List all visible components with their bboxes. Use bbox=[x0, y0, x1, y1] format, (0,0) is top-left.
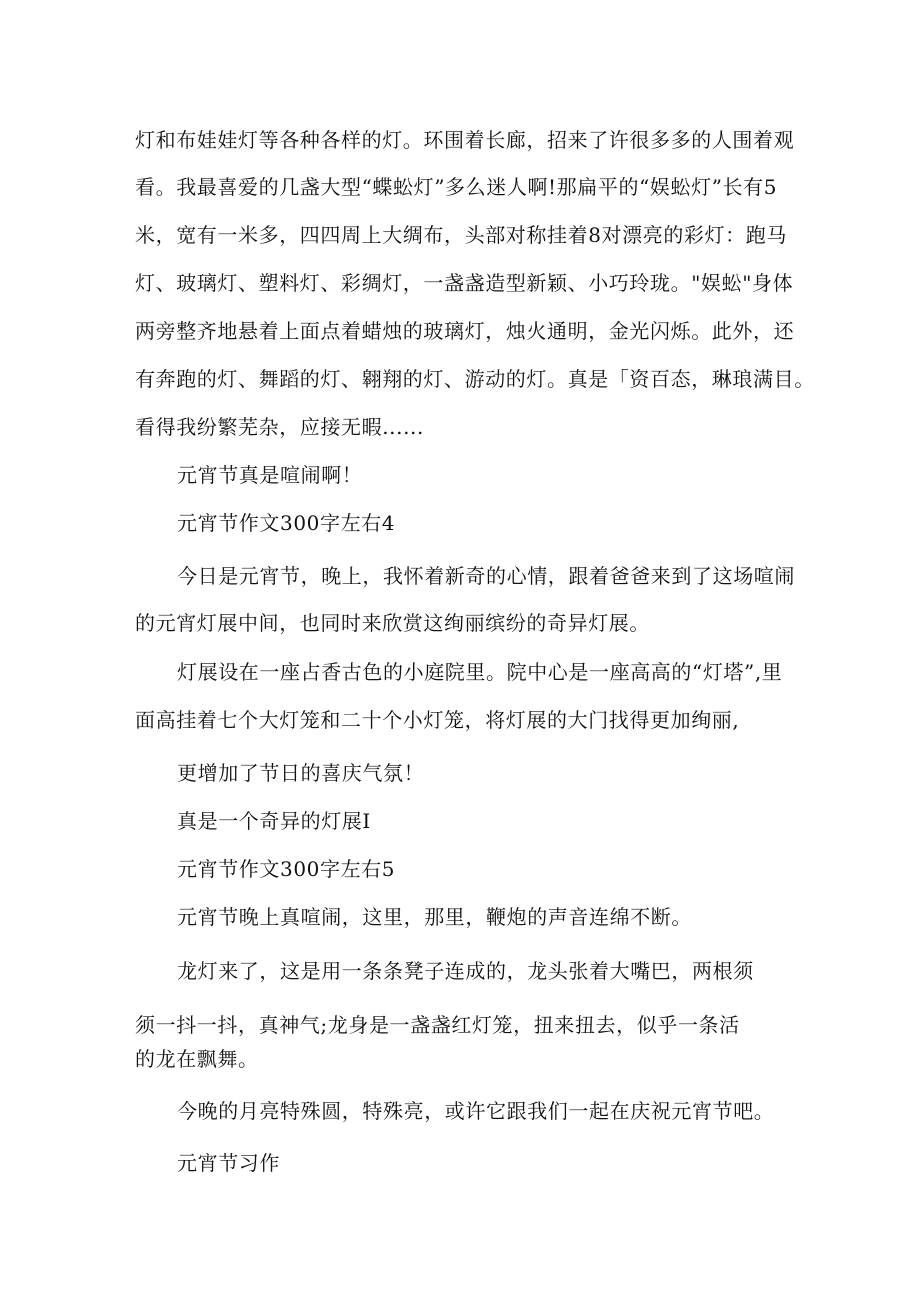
paragraph-line: 龙灯来了，这是用一条条凳子连成的，龙头张着大嘴巴，两根须 bbox=[177, 959, 754, 983]
paragraph-line: 看。我最喜爱的几盏大型“蝶蚣灯”多么迷人啊!那扁平的“娱蚣灯”长有5 bbox=[135, 175, 778, 199]
paragraph-line: 面高挂着七个大灯笼和二十个小灯笼，将灯展的大门找得更加绚丽, bbox=[135, 708, 740, 732]
paragraph-line: 米，宽有一米多，四四周上大绸布，头部对称挂着8对漂亮的彩灯：跑马 bbox=[135, 223, 787, 247]
section-heading: 元宵节作文300字左右5 bbox=[177, 857, 396, 881]
paragraph-line: 看得我纷繁芜杂，应接无暇...... bbox=[135, 415, 424, 439]
section-heading: 元宵节习作 bbox=[177, 1151, 280, 1175]
paragraph-line: 更增加了节日的喜庆气氛！ bbox=[177, 761, 425, 785]
paragraph-line: 今日是元宵节，晚上，我怀着新奇的心情，跟着爸爸来到了这场喧闹 bbox=[177, 564, 795, 588]
paragraph-line: 的元宵灯展中间，也同时来欣赏这绚丽缤纷的奇异灯展。 bbox=[135, 611, 650, 635]
paragraph-line: 灯展设在一座占香古色的小庭院里。院中心是一座高高的“灯塔”,里 bbox=[177, 660, 783, 684]
paragraph-line: 的龙在飘舞。 bbox=[135, 1047, 259, 1071]
section-heading: 元宵节作文300字左右4 bbox=[177, 511, 396, 535]
paragraph-line: 灯、玻璃灯、塑料灯、彩绸灯，一盏盏造型新颖、小巧玲珑。"娱蚣"身体 bbox=[135, 271, 794, 295]
paragraph-line: 今晚的月亮特殊圆，特殊亮，或许它跟我们一起在庆祝元宵节吧。 bbox=[177, 1099, 775, 1123]
paragraph-line: 有奔跑的灯、舞蹈的灯、翱翔的灯、游动的灯。真是「资百态，琳琅满目。 bbox=[135, 367, 815, 391]
paragraph-line: 元宵节晚上真喧闹，这里，那里，鞭炮的声音连绵不断。 bbox=[177, 905, 692, 929]
paragraph-line: 两旁整齐地悬着上面点着蜡烛的玻璃灯，烛火通明，金光闪烁。此外，还 bbox=[135, 319, 795, 343]
paragraph-line: 须一抖一抖，真神气;龙身是一盏盏红灯笼，扭来扭去，似乎一条活 bbox=[135, 1013, 740, 1037]
paragraph-line: 真是一个奇异的灯展I bbox=[177, 809, 371, 833]
paragraph-line: 元宵节真是喧闹啊！ bbox=[177, 463, 363, 487]
paragraph-line: 灯和布娃娃灯等各种各样的灯。环围着长廊，招来了许很多多的人围着观 bbox=[135, 128, 795, 152]
